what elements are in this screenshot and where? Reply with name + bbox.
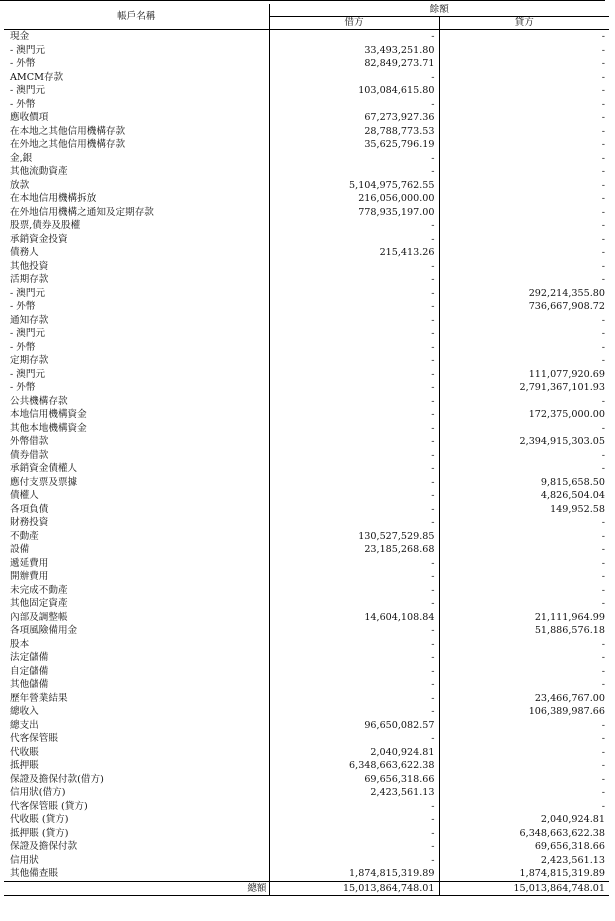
credit-cell: - (601, 652, 605, 663)
account-name-cell: 其他儲備 (4, 678, 269, 692)
table-row (4, 570, 609, 584)
table-row (4, 678, 609, 692)
debit-cell: - (269, 584, 439, 598)
credit-cell: 149,952.58 (550, 503, 605, 515)
account-name-cell: - 外幣 (4, 300, 269, 314)
credit-cell: - (601, 733, 605, 744)
account-name-cell: 外幣借款 (4, 435, 269, 449)
account-name-cell: 信用狀(借方) (4, 786, 269, 800)
debit-cell: 35,625,796.19 (269, 138, 439, 152)
account-name-cell: 抵押賬 (貸方) (4, 827, 269, 841)
account-name-cell: 承銷資金投資 (4, 233, 269, 247)
credit-cell: - (601, 638, 605, 650)
table-row (4, 246, 609, 260)
credit-cell: - (601, 98, 605, 110)
debit-cell: - (269, 233, 439, 247)
table-row (4, 665, 609, 679)
debit-cell: 33,493,251.80 (269, 44, 439, 58)
header-debit: 借方 (269, 17, 439, 30)
credit-cell: - (601, 571, 605, 582)
debit-cell: - (269, 98, 439, 112)
debit-cell: - (269, 314, 439, 328)
table-row (4, 543, 609, 557)
account-name-cell: 總支出 (4, 719, 269, 733)
table-row (4, 449, 609, 463)
account-name-cell: 代收賬 (貸方) (4, 813, 269, 827)
debit-cell: - (269, 732, 439, 746)
account-name-cell: 定期存款 (4, 354, 269, 368)
total-credit: 15,013,864,748.01 (439, 881, 609, 896)
credit-cell: - (601, 746, 605, 758)
debit-cell: 69,656,318.66 (269, 773, 439, 787)
table-row (4, 813, 609, 827)
table-row (4, 71, 609, 85)
credit-cell: 736,667,908.72 (528, 301, 605, 312)
credit-cell: - (601, 44, 605, 56)
total-debit: 15,013,864,748.01 (269, 881, 439, 896)
credit-cell: - (601, 557, 605, 569)
table-row (4, 300, 609, 314)
debit-cell: - (269, 570, 439, 584)
debit-cell: - (269, 152, 439, 166)
debit-cell: - (269, 854, 439, 868)
table-row (4, 111, 609, 125)
table-row (4, 179, 609, 193)
debit-cell: 778,935,197.00 (269, 206, 439, 220)
table-row (4, 98, 609, 112)
debit-cell: - (269, 462, 439, 476)
credit-cell: 21,111,964.99 (534, 611, 605, 623)
credit-cell: 51,886,576.18 (534, 625, 605, 636)
account-name-cell: 在本地之其他信用機構存款 (4, 125, 269, 139)
debit-cell: - (269, 381, 439, 395)
table-row (4, 759, 609, 773)
credit-cell: 2,423,561.13 (540, 854, 605, 866)
credit-cell: 2,394,915,303.05 (519, 436, 605, 447)
table-row (4, 692, 609, 706)
debit-cell: - (269, 800, 439, 814)
debit-cell: - (269, 368, 439, 382)
total-label: 總額 (4, 881, 269, 896)
table-row (4, 192, 609, 206)
table-row (4, 611, 609, 625)
table-row (4, 800, 609, 814)
debit-cell: - (269, 557, 439, 571)
credit-cell: - (601, 665, 605, 677)
debit-cell: - (269, 30, 439, 44)
account-name-cell: 其他流動資產 (4, 165, 269, 179)
credit-cell: - (601, 679, 605, 690)
debit-cell: 2,423,561.13 (269, 786, 439, 800)
credit-cell: 111,077,920.69 (528, 368, 605, 380)
table-row (4, 651, 609, 665)
credit-cell: - (601, 463, 605, 474)
credit-cell: 106,389,987.66 (528, 706, 605, 717)
debit-cell: - (269, 827, 439, 841)
credit-cell: - (601, 220, 605, 231)
debit-cell: 103,084,615.80 (269, 84, 439, 98)
credit-cell: - (601, 85, 605, 96)
account-name-cell: 財務投資 (4, 516, 269, 530)
credit-cell: 1,874,815,319.89 (439, 867, 609, 881)
trial-balance-table (4, 4, 609, 896)
account-name-cell: - 外幣 (4, 98, 269, 112)
table-row (4, 773, 609, 787)
debit-cell: - (269, 327, 439, 341)
table-row (4, 503, 609, 517)
account-name-cell: - 澳門元 (4, 287, 269, 301)
debit-cell: - (269, 273, 439, 287)
account-name-cell: 開辦費用 (4, 570, 269, 584)
account-name-cell: 抵押賬 (4, 759, 269, 773)
table-row (4, 30, 609, 44)
table-row (4, 273, 609, 287)
table-row (4, 435, 609, 449)
table-row (4, 314, 609, 328)
account-name-cell: 其他固定資產 (4, 597, 269, 611)
debit-cell: - (269, 476, 439, 490)
debit-cell: - (269, 705, 439, 719)
account-name-cell: 在外地信用機構之通知及定期存款 (4, 206, 269, 220)
account-name-cell: 放款 (4, 179, 269, 193)
account-name-cell: 歷年營業結果 (4, 692, 269, 706)
credit-cell: - (601, 112, 605, 123)
debit-cell: 5,104,975,762.55 (269, 179, 439, 193)
debit-cell: - (269, 219, 439, 233)
table-row (4, 476, 609, 490)
debit-cell: - (269, 395, 439, 409)
credit-cell: - (601, 341, 605, 353)
account-name-cell: 活期存款 (4, 273, 269, 287)
debit-cell: 96,650,082.57 (269, 719, 439, 733)
account-name-cell: 代客保管賬 (4, 732, 269, 746)
credit-cell: 23,466,767.00 (534, 692, 605, 704)
credit-cell: - (601, 139, 605, 150)
account-name-cell: - 澳門元 (4, 84, 269, 98)
credit-cell: - (601, 260, 605, 272)
debit-cell: - (269, 449, 439, 463)
table-row (4, 368, 609, 382)
account-name-cell: 遞延費用 (4, 557, 269, 571)
credit-cell: - (601, 193, 605, 204)
debit-cell: 2,040,924.81 (269, 746, 439, 760)
account-name-cell: 代客保管賬 (貸方) (4, 800, 269, 814)
debit-cell: - (269, 638, 439, 652)
credit-cell: - (601, 31, 605, 42)
table-row (4, 422, 609, 436)
credit-cell: - (601, 152, 605, 164)
table-row (4, 395, 609, 409)
account-name-cell: 債權人 (4, 489, 269, 503)
credit-cell: 6,348,663,622.38 (519, 827, 605, 839)
account-name-cell: 在外地之其他信用機構存款 (4, 138, 269, 152)
account-name-cell: 法定儲備 (4, 651, 269, 665)
table-row (4, 408, 609, 422)
account-name-cell: 不動產 (4, 530, 269, 544)
table-row (4, 840, 609, 854)
debit-cell: - (269, 165, 439, 179)
credit-cell: 9,815,658.50 (540, 476, 605, 488)
table-row (4, 746, 609, 760)
credit-cell: - (601, 71, 605, 83)
account-name-cell: 金,銀 (4, 152, 269, 166)
table-row (4, 165, 609, 179)
table-row (4, 152, 609, 166)
credit-cell: - (601, 544, 605, 555)
debit-cell: - (269, 651, 439, 665)
account-name-cell: 自定儲備 (4, 665, 269, 679)
debit-cell: 23,185,268.68 (269, 543, 439, 557)
credit-cell: - (601, 166, 605, 177)
account-name-cell: 本地信用機構資金 (4, 408, 269, 422)
debit-cell: 14,604,108.84 (269, 611, 439, 625)
account-name-cell: 公共機構存款 (4, 395, 269, 409)
debit-cell: 82,849,273.71 (269, 57, 439, 71)
table-row (4, 233, 609, 247)
table-row (4, 732, 609, 746)
table-row (4, 138, 609, 152)
account-name-cell: 債券借款 (4, 449, 269, 463)
account-name-cell: 設備 (4, 543, 269, 557)
table-row (4, 260, 609, 274)
debit-cell: 216,056,000.00 (269, 192, 439, 206)
total-row (4, 881, 609, 896)
account-name-cell: 應收價項 (4, 111, 269, 125)
debit-cell: - (269, 516, 439, 530)
table-row (4, 624, 609, 638)
table-row (4, 719, 609, 733)
credit-cell: - (601, 395, 605, 407)
credit-cell: - (601, 274, 605, 285)
credit-cell: - (601, 584, 605, 596)
table-row (4, 530, 609, 544)
account-name-cell: 信用狀 (4, 854, 269, 868)
credit-cell: - (601, 800, 605, 812)
debit-cell: - (269, 665, 439, 679)
credit-cell: - (601, 530, 605, 542)
table-row (4, 854, 609, 868)
account-name-cell: 其他本地機構資金 (4, 422, 269, 436)
table-row (4, 44, 609, 58)
credit-cell: - (601, 179, 605, 191)
account-name-cell: 債務人 (4, 246, 269, 260)
debit-cell: - (269, 503, 439, 517)
credit-cell: 2,791,367,101.93 (519, 382, 605, 393)
table-row (4, 327, 609, 341)
table-row (4, 638, 609, 652)
debit-cell: 130,527,529.85 (269, 530, 439, 544)
debit-cell: - (269, 692, 439, 706)
account-name-cell: 股票,債券及股權 (4, 219, 269, 233)
table-row (4, 786, 609, 800)
debit-cell: - (269, 287, 439, 301)
account-name-cell: - 外幣 (4, 381, 269, 395)
credit-cell: - (601, 760, 605, 771)
debit-cell: - (269, 354, 439, 368)
debit-cell: - (269, 408, 439, 422)
table-row (4, 84, 609, 98)
credit-cell: 2,040,924.81 (540, 814, 605, 825)
credit-cell: - (601, 598, 605, 609)
table-row (4, 462, 609, 476)
table-row (4, 341, 609, 355)
credit-cell: - (601, 517, 605, 528)
trial-balance-sheet (4, 4, 609, 896)
credit-cell: - (601, 449, 605, 461)
credit-cell: 172,375,000.00 (528, 409, 605, 420)
debit-cell: - (269, 300, 439, 314)
table-body (4, 30, 609, 882)
debit-cell: - (269, 341, 439, 355)
debit-cell: 1,874,815,319.89 (269, 867, 439, 881)
credit-cell: 292,214,355.80 (528, 287, 605, 299)
account-name-cell: 其他投資 (4, 260, 269, 274)
credit-cell: - (601, 328, 605, 339)
account-name-cell: 內部及調整帳 (4, 611, 269, 625)
debit-cell: - (269, 813, 439, 827)
account-name-cell: 總收入 (4, 705, 269, 719)
table-row (4, 287, 609, 301)
credit-cell: - (601, 206, 605, 218)
table-row (4, 827, 609, 841)
credit-cell: 69,656,318.66 (534, 841, 605, 852)
account-name-cell: 保證及擔保付款(借方) (4, 773, 269, 787)
header-balance: 餘額 (269, 4, 609, 17)
debit-cell: - (269, 435, 439, 449)
table-row (4, 125, 609, 139)
account-name-cell: - 澳門元 (4, 368, 269, 382)
account-name-cell: 各項負債 (4, 503, 269, 517)
table-row (4, 557, 609, 571)
credit-cell: - (601, 233, 605, 245)
debit-cell: - (269, 71, 439, 85)
account-name-cell: 股本 (4, 638, 269, 652)
header-credit: 貸方 (439, 17, 609, 30)
account-name-cell: 應付支票及票據 (4, 476, 269, 490)
debit-cell: 67,273,927.36 (269, 111, 439, 125)
debit-cell: - (269, 840, 439, 854)
credit-cell: - (601, 422, 605, 434)
account-name-cell: 未完成不動產 (4, 584, 269, 598)
debit-cell: 28,788,773.53 (269, 125, 439, 139)
credit-cell: - (601, 355, 605, 366)
account-name-cell: 承銷資金債權人 (4, 462, 269, 476)
credit-cell: - (601, 719, 605, 731)
credit-cell: - (601, 58, 605, 69)
account-name-cell: 各項風險備用金 (4, 624, 269, 638)
table-top-border (0, 0, 605, 1)
account-name-cell: 代收賬 (4, 746, 269, 760)
debit-cell: - (269, 260, 439, 274)
account-name-cell: - 外幣 (4, 341, 269, 355)
account-name-cell: - 外幣 (4, 57, 269, 71)
debit-cell: - (269, 678, 439, 692)
debit-cell: - (269, 422, 439, 436)
table-row (4, 354, 609, 368)
account-name-cell: 在本地信用機構拆放 (4, 192, 269, 206)
table-row (4, 705, 609, 719)
account-name-cell: 保證及擔保付款 (4, 840, 269, 854)
table-row (4, 489, 609, 503)
header-account-name: 帳戶名稱 (4, 4, 269, 30)
table-row (4, 57, 609, 71)
account-name-cell: 現金 (4, 30, 269, 44)
credit-cell: - (601, 773, 605, 785)
debit-cell: - (269, 489, 439, 503)
table-row (4, 206, 609, 220)
account-name-cell: - 澳門元 (4, 327, 269, 341)
credit-cell: - (601, 247, 605, 258)
table-row (4, 597, 609, 611)
account-name-cell: AMCM存款 (4, 71, 269, 85)
account-name-cell: 通知存款 (4, 314, 269, 328)
credit-cell: - (601, 787, 605, 798)
table-row (4, 867, 609, 881)
debit-cell: - (269, 624, 439, 638)
credit-cell: - (601, 125, 605, 137)
debit-cell: - (269, 597, 439, 611)
table-row (4, 381, 609, 395)
credit-cell: - (601, 314, 605, 326)
table-row (4, 584, 609, 598)
account-name-cell: - 澳門元 (4, 44, 269, 58)
table-row (4, 219, 609, 233)
debit-cell: 6,348,663,622.38 (269, 759, 439, 773)
table-row (4, 516, 609, 530)
debit-cell: 215,413.26 (269, 246, 439, 260)
account-name-cell: 其他備查賬 (4, 867, 269, 881)
credit-cell: 4,826,504.04 (540, 490, 605, 501)
